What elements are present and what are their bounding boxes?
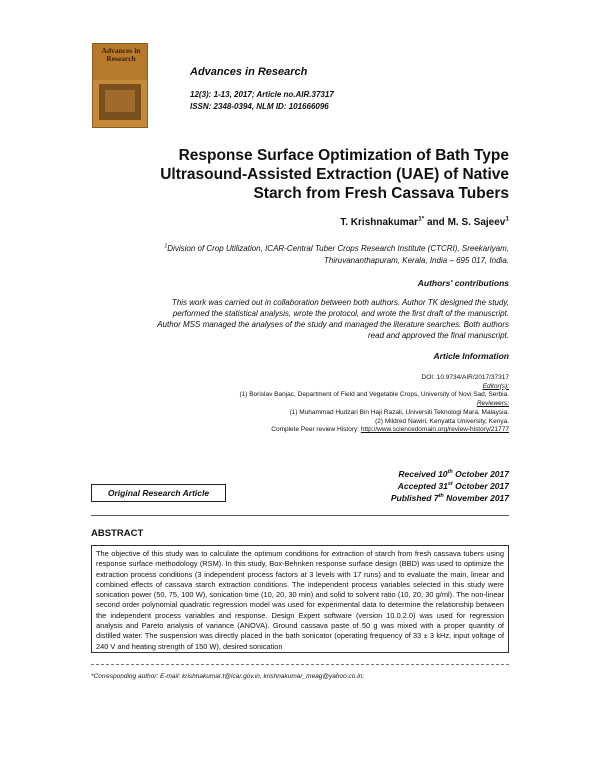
journal-citation: 12(3): 1-13, 2017; Article no.AIR.37317 xyxy=(190,90,334,99)
cover-image-detail xyxy=(105,90,135,112)
author-list xyxy=(340,217,509,228)
abstract-heading: ABSTRACT xyxy=(91,528,144,539)
author-2: M. S. Sajeev xyxy=(447,217,506,228)
corresponding-author-footnote: *Corresponding author: E-mail: krishnakumar.t@icar.gov.in, krishnakumar_meag@yahoo.co.in; xyxy=(91,673,365,680)
affiliation-line: Division of Crop Utilization, ICAR-Central Tuber Crops Research Institute (CTCRI), Sreekariyam, xyxy=(167,244,509,253)
abstract-text: The objective of this study was to calculate the optimum conditions for extraction of starch from fresh cassava tubers using response surface methodology (RSM). In this study, Box-Behnken response surface design (BBD) was used to optimize the extraction process conditions (3 independent process factors at 3 levels with 17 runs) and to evaluate the main, linear and combined effects of cassava starch extraction conditions. The independent process variables selected in this study were sonication power (50, 75, 100 W), sonication time (10, 20, 30 min) and solid to solvent ratio (10, 20, 30 g/ml). The non-linear second order polynomial quadratic regression model was used for experimental data to determine the relationship between the independent process variables and response. Design Expert software (version 10.0.2.0) was used for regression analysis and Pareto analysis of variance (ANOVA). Ground cassava paste of 50 g was mixed with a proper quantity of distilled water. The suspension was directly placed in the bath sonicator (operating frequency of 33 ± 3 kHz, input voltage of 240 V and heating strength of 150 W), desired sonication xyxy=(91,545,509,653)
contribution-line: Author MSS managed the analyses of the study and managed the literature searches. Both authors xyxy=(157,320,509,329)
affiliation xyxy=(89,243,509,267)
journal-name: Advances in Research xyxy=(190,66,308,78)
article-title xyxy=(89,146,509,203)
article-info-heading: Article Information xyxy=(433,351,509,361)
author-2-affil: 1 xyxy=(505,215,509,223)
author-1: T. Krishnakumar xyxy=(340,217,419,228)
affiliation-line: Thiruvananthapuram, Kerala, India – 695 017, India. xyxy=(323,256,509,265)
title-line: Starch from Fresh Cassava Tubers xyxy=(253,185,509,202)
reviewer-item: (1) Muhammad Hudzari Bin Haji Razali, Universiti Teknologi Mara, Malaysia. xyxy=(289,408,509,416)
author-1-affil: 1* xyxy=(418,215,425,223)
title-line: Response Surface Optimization of Bath Type xyxy=(178,147,509,164)
contribution-line: read and approved the final manuscript. xyxy=(368,331,509,340)
contributions-text xyxy=(89,297,509,341)
published-date: Published 7th November 2017 xyxy=(390,493,509,503)
editors-label: Editor(s): xyxy=(482,382,509,390)
divider xyxy=(91,515,509,516)
accepted-date: Accepted 31st October 2017 xyxy=(397,481,509,491)
contributions-heading: Authors' contributions xyxy=(417,278,509,288)
affiliation-marker: 1 xyxy=(164,243,168,250)
article-info xyxy=(69,374,509,435)
editor-item: (1) Borislav Banjac, Department of Field and Vegetable Crops, University of Novi Sad, Serbia. xyxy=(239,391,509,399)
journal-issn: ISSN: 2348-0394, NLM ID: 101666096 xyxy=(190,102,329,111)
contribution-line: This work was carried out in collaboration between both authors. Author TK designed the study, xyxy=(171,298,509,307)
review-history-label: Complete Peer review History: xyxy=(271,426,361,434)
article-dates xyxy=(391,468,509,504)
review-history-link[interactable]: http://www.sciencedomain.org/review-history/21777 xyxy=(360,426,509,434)
doi: DOI: 10.9734/AIR/2017/37317 xyxy=(421,374,509,381)
journal-cover-thumbnail xyxy=(92,43,148,128)
author-separator: and xyxy=(424,217,448,228)
article-type-badge: Original Research Article xyxy=(91,484,226,502)
footnote-divider xyxy=(91,664,509,665)
title-line: Ultrasound-Assisted Extraction (UAE) of Native xyxy=(160,166,509,183)
reviewer-item: (2) Mildred Nawiri, Kenyatta University, Kenya. xyxy=(375,417,509,425)
reviewers-label: Reviewers: xyxy=(476,400,509,408)
contribution-line: performed the statistical analysis, wrote the protocol, and wrote the first draft of the manuscript. xyxy=(172,309,509,318)
journal-meta xyxy=(190,89,334,113)
received-date: Received 10th October 2017 xyxy=(398,469,509,479)
cover-title: Advances in Research xyxy=(101,46,141,63)
